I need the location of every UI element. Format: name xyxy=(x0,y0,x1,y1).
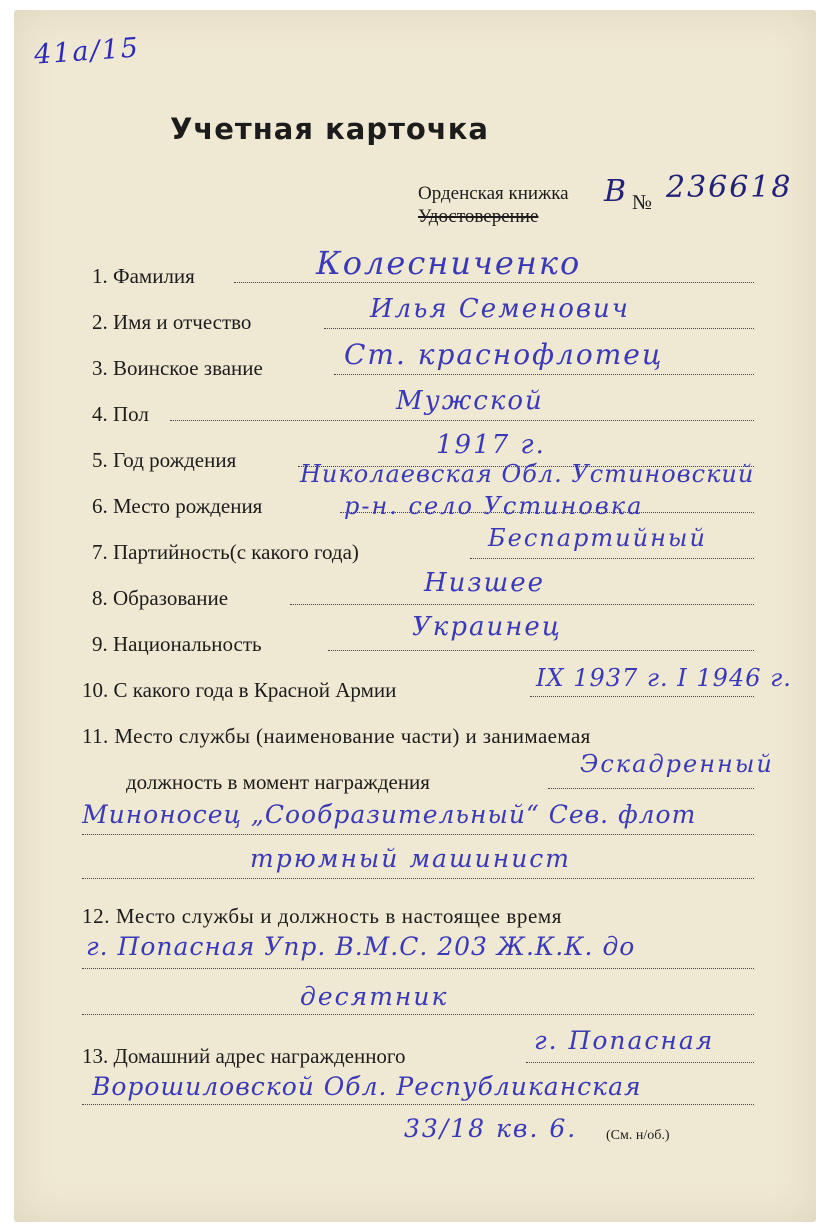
field-service-value-3: трюмный машинист xyxy=(250,844,572,873)
field-party-label: 7. Партийность(с какого года) xyxy=(92,540,359,564)
field-sex-value: Мужской xyxy=(396,386,544,416)
field-army-since-label: 10. С какого года в Красной Армии xyxy=(82,678,397,702)
field-birthplace-value-2: р-н. село Устиновка xyxy=(344,492,644,520)
field-service-line-2 xyxy=(82,834,754,835)
field-service-value-1: Эскадренный xyxy=(580,750,774,778)
see-reverse-note: (См. н/об.) xyxy=(606,1128,670,1143)
field-current-service-value-1: г. Попасная Упр. В.М.С. 203 Ж.К.К. до xyxy=(86,932,636,961)
field-birth-year-value: 1917 г. xyxy=(436,430,546,460)
field-current-service-label: 12. Место службы и должность в настоящее время xyxy=(82,904,563,928)
field-surname-value: Колесниченко xyxy=(316,244,582,282)
field-home-address-value-1: г. Попасная xyxy=(534,1026,715,1055)
field-name-line xyxy=(324,328,754,329)
field-service-value-2: Миноносец „Сообразительный“ Сев. флот xyxy=(82,800,697,829)
field-current-service-value-2: десятник xyxy=(300,982,449,1011)
field-birth-year-label: 5. Год рождения xyxy=(92,448,237,472)
order-book-series: В xyxy=(604,174,629,209)
number-sign: № xyxy=(632,190,653,214)
field-birthplace-value-1: Николаевская Обл. Устиновский xyxy=(300,460,755,488)
field-service-label-1: 11. Место службы (наименование части) и занимаемая xyxy=(82,724,591,748)
field-nationality-line xyxy=(328,650,754,651)
field-birthplace-label: 6. Место рождения xyxy=(92,494,263,518)
field-party-value: Беспартийный xyxy=(488,524,707,552)
field-name-label: 2. Имя и отчество xyxy=(92,310,252,334)
field-rank-value: Ст. краснофлотец xyxy=(344,338,664,371)
field-service-line-3 xyxy=(82,878,754,879)
field-home-address-line-1 xyxy=(526,1062,754,1063)
field-rank-line xyxy=(334,374,754,375)
field-current-service-line-2 xyxy=(82,1014,754,1015)
field-surname-label: 1. Фамилия xyxy=(92,264,195,288)
field-nationality-value: Украинец xyxy=(412,612,562,642)
field-surname-line xyxy=(234,282,754,283)
field-education-line xyxy=(290,604,754,605)
field-service-label-2: должность в момент награждения xyxy=(126,770,430,794)
field-home-address-value-2: Ворошиловской Обл. Республиканская xyxy=(92,1072,642,1101)
order-book-number: 236618 xyxy=(666,170,793,205)
field-current-service-line-1 xyxy=(82,968,754,969)
field-home-address-label: 13. Домашний адрес награжденного xyxy=(82,1044,406,1068)
field-name-value: Илья Семенович xyxy=(370,294,630,324)
field-rank-label: 3. Воинское звание xyxy=(92,356,263,380)
field-home-address-line-2 xyxy=(82,1104,754,1105)
field-sex-label: 4. Пол xyxy=(92,402,149,426)
archive-mark: 41а/15 xyxy=(33,32,141,71)
certificate-label-struck: Удостоверение xyxy=(418,206,539,227)
field-party-line xyxy=(470,558,754,559)
field-service-line-1 xyxy=(548,788,754,789)
field-education-label: 8. Образование xyxy=(92,586,229,610)
field-army-since-value: IX 1937 г. I 1946 г. xyxy=(536,664,792,692)
field-home-address-value-3: 33/18 кв. 6. xyxy=(404,1114,578,1143)
order-book-label: Орденская книжка xyxy=(418,183,569,204)
page-title: Учетная карточка xyxy=(170,112,489,146)
field-sex-line xyxy=(170,420,754,421)
field-education-value: Низшее xyxy=(424,568,546,598)
field-nationality-label: 9. Национальность xyxy=(92,632,262,656)
field-army-since-line xyxy=(530,696,754,697)
